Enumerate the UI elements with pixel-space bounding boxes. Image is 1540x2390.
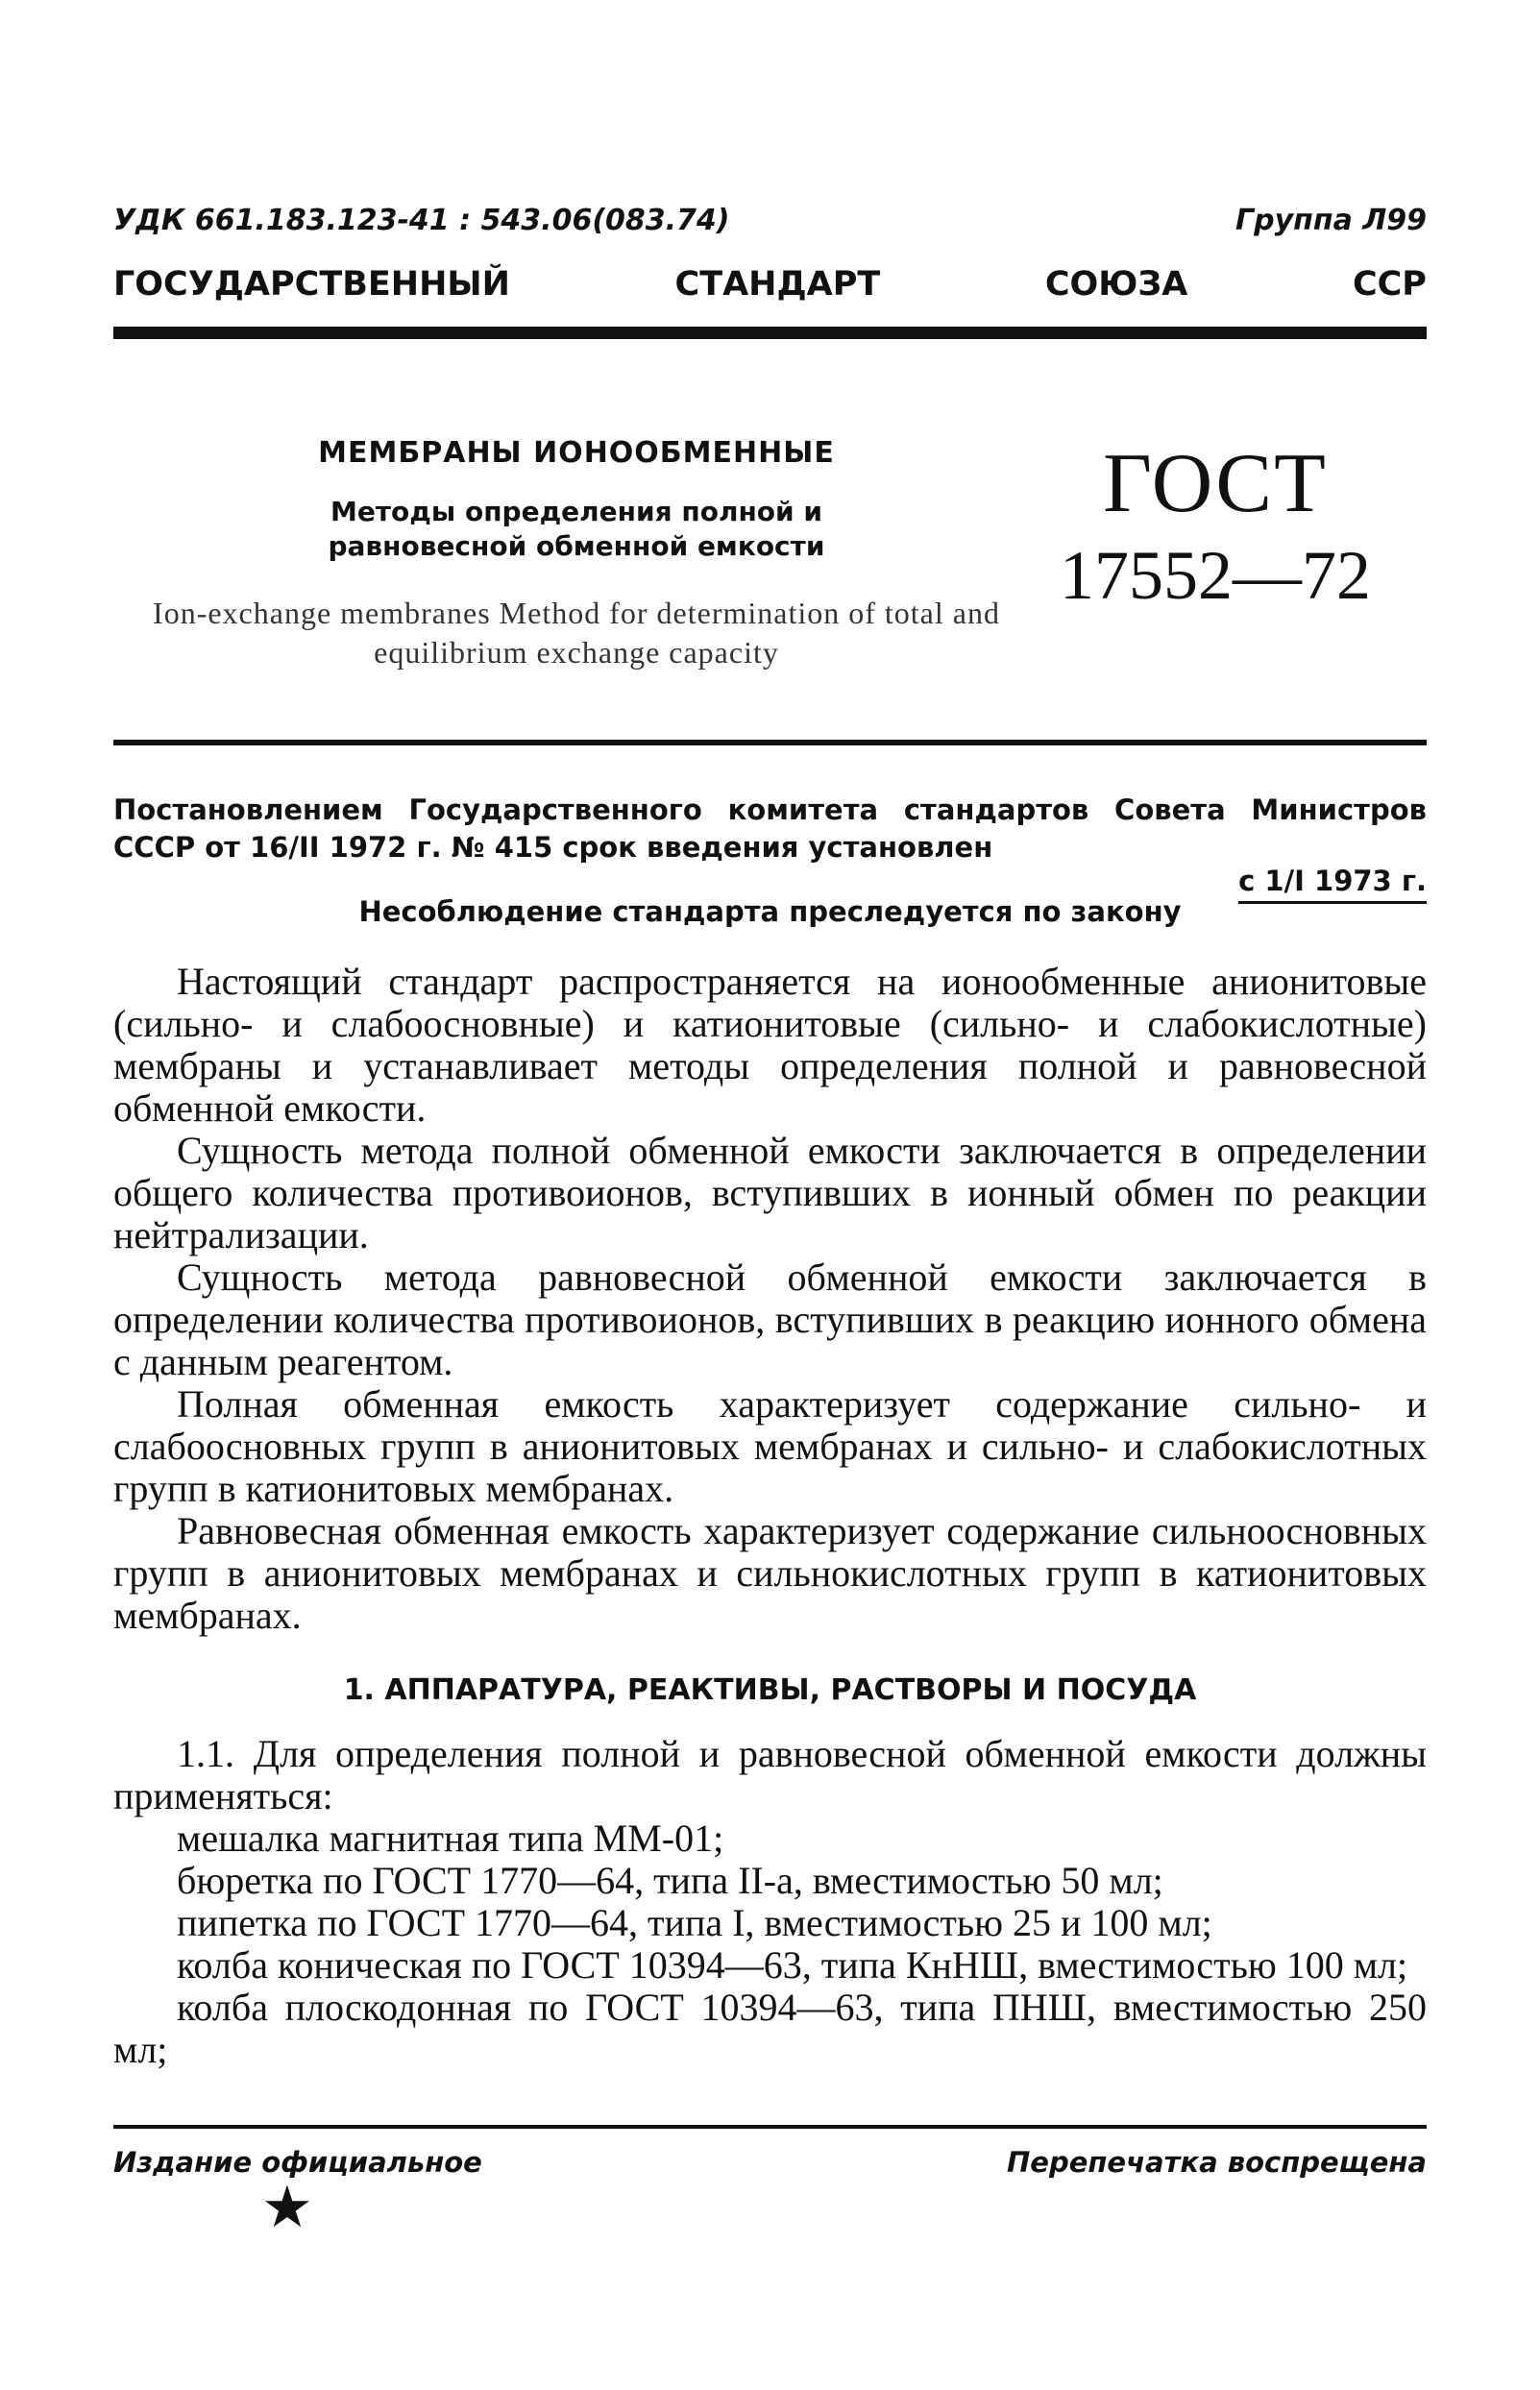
list-item: колба коническая по ГОСТ 10394—63, типа КнНШ, вместимостью 100 мл; <box>177 1943 1408 1987</box>
gost-number: 17552—72 <box>1060 537 1371 614</box>
decree-text: Постановлением Государственного комитета стандартов Совета Министров СССР от 16/II 1972 г. № 415 срок введения установлен <box>113 793 1427 865</box>
clause-intro: 1.1. Для определения полной и равновесной обменной емкости должны применяться: <box>113 1732 1427 1817</box>
effective-date: с 1/I 1973 г. <box>1238 865 1427 904</box>
middle-divider <box>113 740 1427 745</box>
list-item: пипетка по ГОСТ 1770—64, типа I, вместимостью 25 и 100 мл; <box>177 1901 1212 1944</box>
paragraph: Сущность метода равновесной обменной емкости заключается в определении количества противоионов, вступивших в реакцию ионного обмена с данным реагентом. <box>113 1256 1427 1383</box>
state-standard-word: СТАНДАРТ <box>674 265 881 304</box>
list-item: колба плоскодонная по ГОСТ 10394—63, типа ПНШ, вместимостью 250 мл; <box>113 1986 1427 2071</box>
bottom-divider <box>113 2125 1427 2129</box>
state-standard-word: ССР <box>1352 265 1427 304</box>
paragraph: Настоящий стандарт распространяется на ионообменные анионитовые (сильно- и слабоосновные) и катионитовые (сильно- и слабокислотные) мембраны и устанавливает методы определения полной и равновесной обменной емкости. <box>113 960 1427 1130</box>
section-heading: 1. АППАРАТУРА, РЕАКТИВЫ, РАСТВОРЫ И ПОСУДА <box>343 1673 1197 1707</box>
star-icon: ★ <box>261 2176 313 2239</box>
paragraph: Равновесная обменная емкость характеризует содержание сильноосновных групп в анионитовых мембранах и сильнокислотных групп в катионитовых мембранах. <box>113 1509 1427 1637</box>
state-standard-word: ГОСУДАРСТВЕННЫЙ <box>113 265 510 304</box>
gost-label: ГОСТ <box>1103 437 1328 530</box>
reprint-note: Перепечатка воспрещена <box>1007 2146 1427 2179</box>
list-item: бюретка по ГОСТ 1770—64, типа II-а, вместимостью 50 мл; <box>177 1859 1163 1902</box>
edition-note: Издание официальное <box>113 2146 482 2179</box>
body-text <box>113 961 1427 2071</box>
top-divider <box>113 327 1427 339</box>
paragraph: Полная обменная емкость характеризует содержание сильно- и слабоосновных групп в анионитовых мембранах и сильно- и слабокислотных групп в катионитовых мембранах. <box>113 1382 1427 1510</box>
group-code: Группа Л99 <box>1235 204 1427 237</box>
title-block <box>144 436 1009 673</box>
state-standard-word: СОЮЗА <box>1044 265 1188 304</box>
legal-warning: Несоблюдение стандарта преследуется по закону <box>358 895 1182 928</box>
english-title: Ion-exchange membranes Method for determination of total and equilibrium exchange capacity <box>153 595 1000 671</box>
udk-code: УДК 661.183.123-41 : 543.06(083.74) <box>113 204 730 237</box>
document-subtitle: Методы определения полной и равновесной обменной емкости <box>328 496 825 563</box>
gost-designation <box>1057 437 1374 614</box>
document-title: МЕМБРАНЫ ИОНООБМЕННЫЕ <box>318 436 835 470</box>
state-standard-heading <box>113 265 1427 304</box>
paragraph: Сущность метода полной обменной емкости заключается в определении общего количества противоионов, вступивших в ионный обмен по реакции нейтрализации. <box>113 1129 1427 1256</box>
list-item: мешалка магнитная типа ММ-01; <box>177 1817 724 1860</box>
